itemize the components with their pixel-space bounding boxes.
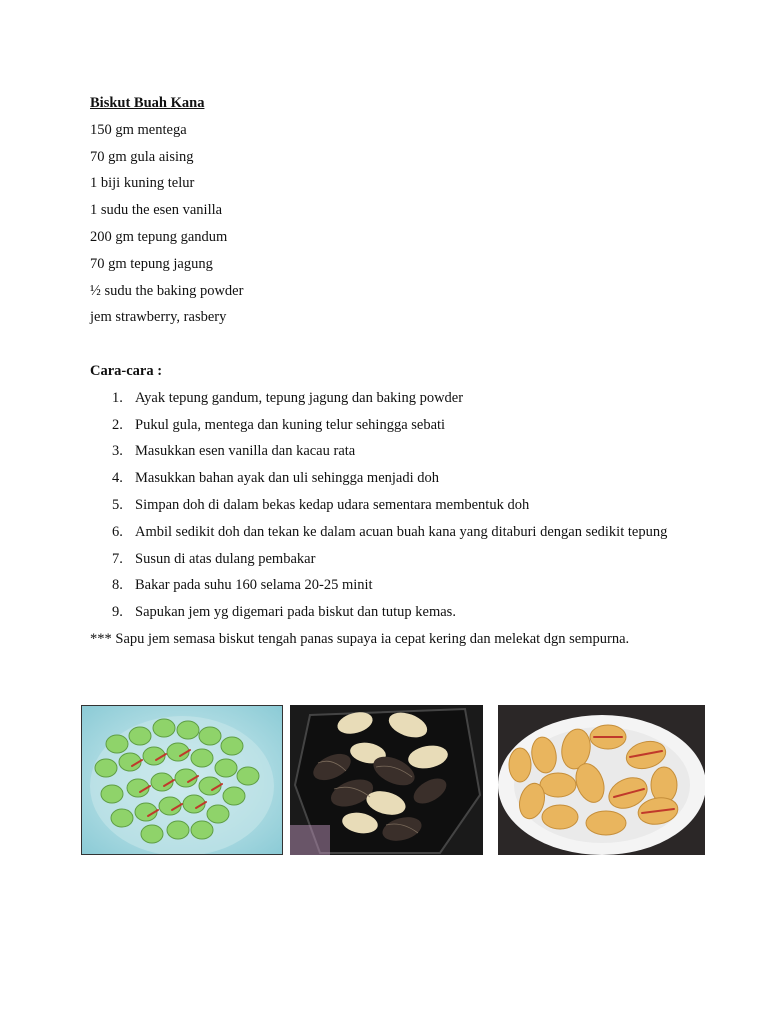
green-biscuits-photo [81, 705, 283, 855]
recipe-title: Biskut Buah Kana [90, 95, 205, 111]
ingredient-item: 200 gm tepung gandum [90, 228, 228, 245]
step-text: Sapukan jem yg digemari pada biskut dan tutup kemas. [135, 604, 456, 621]
ingredient-item: ½ sudu the baking powder [90, 282, 244, 299]
step-number: 8. [112, 577, 123, 594]
step-text: Ayak tepung gandum, tepung jagung dan baking powder [135, 389, 464, 406]
golden-biscuits-photo [498, 705, 705, 855]
chocolate-vanilla-biscuits-photo [290, 705, 483, 855]
photo-strip [81, 705, 705, 855]
method-step [90, 438, 695, 465]
ingredient-item: jem strawberry, rasbery [90, 309, 227, 326]
method-step [90, 519, 695, 546]
method-step [90, 546, 695, 573]
ingredient-item: 150 gm mentega [90, 121, 187, 138]
step-text: Bakar pada suhu 160 selama 20-25 minit [135, 577, 373, 594]
step-text: Pukul gula, mentega dan kuning telur sehingga sebati [135, 416, 446, 433]
ingredient-list [90, 117, 690, 331]
method-step [90, 465, 695, 492]
step-text: Susun di atas dulang pembakar [135, 550, 316, 567]
recipe-document [90, 90, 690, 653]
step-number: 9. [112, 604, 123, 621]
method-heading: Cara-cara : [90, 362, 163, 379]
step-number: 2. [112, 416, 123, 433]
ingredient-item: 70 gm tepung jagung [90, 255, 213, 272]
step-number: 3. [112, 443, 123, 460]
step-text: Simpan doh di dalam bekas kedap udara sementara membentuk doh [135, 496, 530, 513]
ingredient-item: 70 gm gula aising [90, 148, 194, 165]
spacer [90, 331, 690, 358]
ingredient-item: 1 biji kuning telur [90, 175, 195, 192]
method-steps [90, 385, 690, 626]
method-step [90, 572, 695, 599]
recipe-note: *** Sapu jem semasa biskut tengah panas supaya ia cepat kering dan melekat dgn sempurna. [90, 630, 630, 647]
step-text: Masukkan bahan ayak dan uli sehingga menjadi doh [135, 470, 440, 487]
step-number: 5. [112, 496, 123, 513]
step-number: 1. [112, 389, 123, 406]
step-number: 4. [112, 470, 123, 487]
method-step [90, 412, 695, 439]
step-number: 6. [112, 523, 123, 540]
method-step [90, 385, 695, 412]
step-number: 7. [112, 550, 123, 567]
method-step [90, 599, 695, 626]
method-step [90, 492, 695, 519]
ingredient-item: 1 sudu the esen vanilla [90, 202, 223, 219]
step-text: Ambil sedikit doh dan tekan ke dalam acuan buah kana yang ditaburi dengan sedikit tepung [135, 523, 668, 540]
step-text: Masukkan esen vanilla dan kacau rata [135, 443, 356, 460]
